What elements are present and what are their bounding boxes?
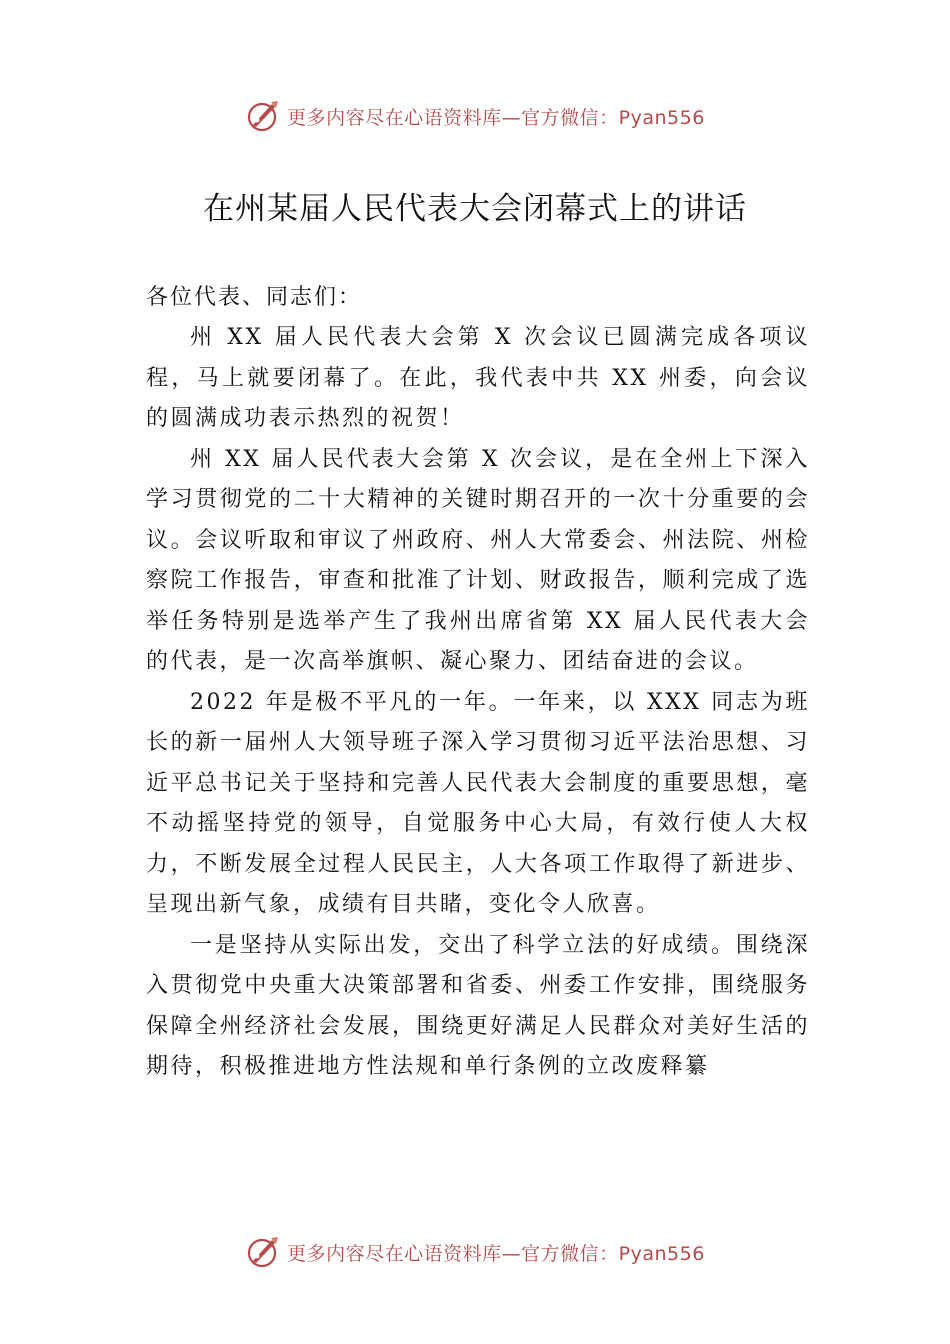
paragraph: 州 XX 届人民代表大会第 X 次会议已圆满完成各项议程，马上就要闭幕了。在此，我代表中共 XX 州委，向会议的圆满成功表示热烈的祝贺！ bbox=[146, 325, 810, 431]
document-title: 在州某届人民代表大会闭幕式上的讲话 bbox=[203, 191, 747, 227]
header-banner bbox=[0, 94, 950, 138]
paragraph: 一是坚持从实际出发，交出了科学立法的好成绩。围绕深入贯彻党中央重大决策部署和省委、州委工作安排，围绕服务保障全州经济社会发展，围绕更好满足人民群众对美好生活的期待，积极推进地方性法规和单行条例的立改废释纂 bbox=[146, 932, 810, 1079]
paragraph: 2022 年是极不平凡的一年。一年来，以 XXX 同志为班长的新一届州人大领导班子深入学习贯彻习近平法治思想、习近平总书记关于坚持和完善人民代表大会制度的重要思想，毫不动摇坚持党的领导，自觉服务中心大局，有效行使人大权力，不断发展全过程人民民主，人大各项工作取得了新进步、呈现出新气象，成绩有目共睹，变化令人欣喜。 bbox=[146, 689, 810, 917]
quill-logo-icon bbox=[245, 1234, 281, 1270]
paragraph: 州 XX 届人民代表大会第 X 次会议，是在全州上下深入学习贯彻党的二十大精神的关键时期召开的一次十分重要的会议。会议听取和审议了州政府、州人大常委会、州法院、州检察院工作报告，审查和批准了计划、财政报告，顺利完成了选举任务特别是选举产生了我州出席省第 XX 届人民代表大会的代表，是一次高举旗帜、凝心聚力、团结奋进的会议。 bbox=[146, 446, 810, 674]
footer-banner-text: 更多内容尽在心语资料库—官方微信：Pyan556 bbox=[287, 1242, 705, 1265]
header-banner-text: 更多内容尽在心语资料库—官方微信：Pyan556 bbox=[287, 106, 705, 129]
document-body bbox=[146, 318, 810, 1088]
quill-logo-icon bbox=[245, 98, 281, 134]
footer-banner bbox=[0, 1230, 950, 1274]
salutation: 各位代表、同志们： bbox=[146, 285, 363, 310]
